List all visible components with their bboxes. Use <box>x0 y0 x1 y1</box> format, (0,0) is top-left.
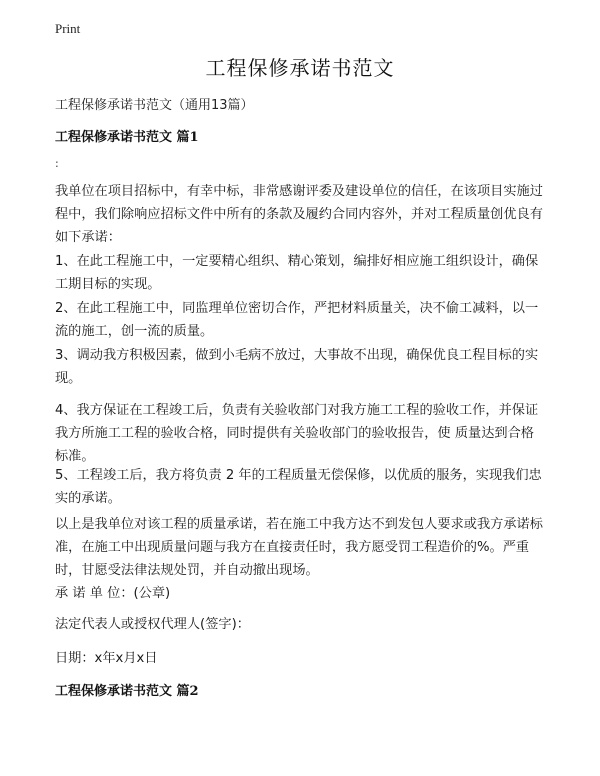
list-item-2: 2、在此工程施工中，同监理单位密切合作，严把材料质量关，决不偷工减料，以一流的施工，创一流的质量。 <box>55 301 539 339</box>
section-heading-1: 工程保修承诺书范文 篇1 <box>55 130 199 145</box>
signing-unit: 承 诺 单 位：(公章) <box>55 586 171 601</box>
print-label: Print <box>55 21 81 36</box>
list-item-5: 5、工程竣工后，我方将负责 2 年的工程质量无偿保修，以优质的服务，实现我们忠实的承诺。 <box>55 468 542 506</box>
legal-representative: 法定代表人或授权代理人(签字)： <box>55 617 250 632</box>
section-heading-2: 工程保修承诺书范文 篇2 <box>55 684 199 699</box>
signing-date: 日期：x年x月x日 <box>55 651 158 666</box>
closing-paragraph: 以上是我单位对该工程的质量承诺，若在施工中我方达不到发包人要求或我方承诺标准，在施工中出现质量问题与我方在直接责任时，我方愿受罚工程造价的%。严重时，甘愿受法律法规处罚，并自动撤出现场。 <box>55 517 543 578</box>
page-title: 工程保修承诺书范文 <box>205 56 395 80</box>
document-subtitle: 工程保修承诺书范文（通用13篇） <box>55 98 254 113</box>
list-item-4: 4、我方保证在工程竣工后，负责有关验收部门对我方施工工程的验收工作，并保证我方所施工工程的验收合格，同时提供有关验收部门的验收报告，使 质量达到合格标准。 <box>55 403 539 464</box>
colon-mark: : <box>55 157 59 170</box>
intro-paragraph: 我单位在项目招标中，有幸中标，非常感谢评委及建设单位的信任，在该项目实施过程中，我们除响应招标文件中所有的条款及履约合同内容外，并对工程质量创优良有如下承诺： <box>55 184 543 245</box>
list-item-1: 1、在此工程施工中，一定要精心组织、精心策划，编排好相应施工组织设计，确保工期目标的实现。 <box>55 254 539 292</box>
list-item-3: 3、调动我方积极因素，做到小毛病不放过，大事故不出现，确保优良工程目标的实现。 <box>55 348 539 386</box>
